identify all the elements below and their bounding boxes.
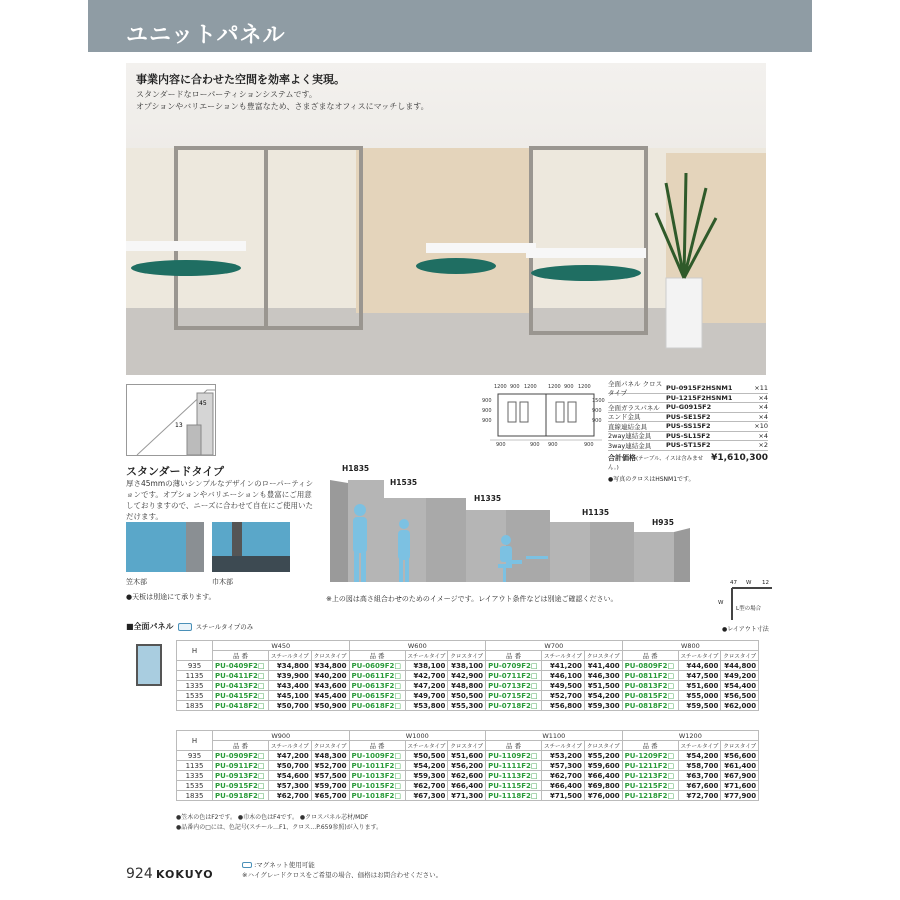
price-cloth: ¥48,300	[311, 751, 349, 761]
col-steel: スチールタイプ	[678, 741, 721, 751]
dim-side: W	[718, 600, 724, 606]
price-cloth: ¥54,400	[721, 681, 759, 691]
plan-side-5: 900	[592, 408, 602, 414]
swatch-kasagi	[126, 522, 204, 572]
magnet-note	[242, 860, 315, 869]
plan-side-6: 900	[592, 418, 602, 424]
photo-cloth-note: ●写真のクロスはHSNM1です。	[608, 475, 695, 483]
price-steel: ¥42,700	[405, 671, 448, 681]
table-row	[177, 781, 759, 791]
price-steel: ¥59,300	[405, 771, 448, 781]
price-steel: ¥54,600	[269, 771, 312, 781]
product-code: PU-0713F2□	[486, 681, 542, 691]
spec-code: PUS-SL15F2	[666, 431, 711, 440]
height-label-1135: H1135	[582, 508, 610, 517]
price-steel: ¥50,700	[269, 701, 312, 711]
col-code: 品 番	[622, 741, 678, 751]
spec-name: 全面パネル クロスタイプ	[608, 380, 663, 398]
layout-dimension	[716, 580, 776, 633]
row-height: 1135	[177, 671, 213, 681]
price-cloth: ¥46,300	[584, 671, 622, 681]
spec-qty: ×4	[758, 412, 768, 421]
price-steel: ¥50,500	[405, 751, 448, 761]
price-steel: ¥43,400	[269, 681, 312, 691]
product-code: PU-0618F2□	[349, 701, 405, 711]
product-code: PU-0615F2□	[349, 691, 405, 701]
product-code: PU-0611F2□	[349, 671, 405, 681]
spec-qty: ×10	[754, 422, 768, 431]
h-header: H	[177, 641, 213, 661]
plan-dim-5: 900	[564, 384, 574, 390]
price-steel: ¥51,600	[678, 681, 721, 691]
full-panel-image	[136, 644, 162, 686]
price-steel: ¥53,200	[542, 751, 585, 761]
spec-code: PU-1215F2HSNM1	[666, 393, 733, 402]
spec-qty: ×4	[758, 403, 768, 412]
width-header: W900	[213, 731, 350, 741]
price-cloth: ¥59,600	[584, 761, 622, 771]
standard-desc: 厚さ45mmの薄いシンプルなデザインのローパーティションです。オプションやバリエーションも豊富にご用意しておりますので、ニーズに合わせて自在にご使用いただけます。	[126, 479, 314, 521]
magnet-note-text: :マグネット使用可能	[254, 861, 315, 869]
price-steel: ¥57,300	[542, 761, 585, 771]
price-steel: ¥39,900	[269, 671, 312, 681]
price-cloth: ¥51,600	[448, 751, 486, 761]
price-steel: ¥54,200	[405, 761, 448, 771]
highgrade-note: ※ハイグレードクロスをご希望の場合、価格はお問合わせください。	[242, 871, 443, 879]
dim-b: 12	[762, 580, 769, 586]
plan-dim-1: 1200	[494, 384, 507, 390]
swatch-habaki	[212, 522, 290, 572]
price-steel: ¥47,200	[405, 681, 448, 691]
table-row	[177, 761, 759, 771]
price-steel: ¥49,700	[405, 691, 448, 701]
price-cloth: ¥71,300	[448, 791, 486, 801]
product-code: PU-1013F2□	[349, 771, 405, 781]
product-code: PU-1009F2□	[349, 751, 405, 761]
layout-plan	[482, 384, 605, 452]
col-steel: スチールタイプ	[405, 651, 448, 661]
price-steel: ¥59,500	[678, 701, 721, 711]
price-cloth: ¥56,200	[448, 761, 486, 771]
price-steel: ¥63,700	[678, 771, 721, 781]
plan-dim-2: 900	[510, 384, 520, 390]
product-code: PU-1109F2□	[486, 751, 542, 761]
product-code: PU-1111F2□	[486, 761, 542, 771]
col-cloth: クロスタイプ	[584, 651, 622, 661]
spec-row	[608, 413, 768, 423]
price-cloth: ¥38,100	[448, 661, 486, 671]
price-cloth: ¥41,400	[584, 661, 622, 671]
col-code: 品 番	[213, 651, 269, 661]
spec-qty: ×11	[754, 384, 768, 393]
layout-dimension-svg	[716, 580, 776, 622]
spec-qty: ×4	[758, 393, 768, 402]
footnote-1: ●笠木の色はF2です。 ●巾木の色はF4です。 ●クロスパネル芯材/MDF	[176, 814, 369, 821]
table-row	[177, 791, 759, 801]
table-row	[177, 661, 759, 671]
width-header: W800	[622, 641, 759, 651]
width-header: W1100	[486, 731, 623, 741]
total-label: 合計価格	[608, 453, 636, 462]
plan-bottom-4: 900	[584, 442, 594, 448]
plan-dim-6: 1200	[578, 384, 591, 390]
layout-dim-note: ●レイアウト寸法	[722, 626, 769, 633]
price-steel: ¥47,200	[269, 751, 312, 761]
profile-dim-b: 13	[175, 422, 183, 429]
col-cloth: クロスタイプ	[311, 651, 349, 661]
price-steel: ¥41,200	[542, 661, 585, 671]
row-height: 935	[177, 751, 213, 761]
price-cloth: ¥43,600	[311, 681, 349, 691]
spec-qty: ×2	[758, 441, 768, 450]
row-height: 1335	[177, 681, 213, 691]
swatch-kasagi-svg	[126, 522, 204, 572]
spec-code: PUS-SE15F2	[666, 412, 711, 421]
product-code: PU-0609F2□	[349, 661, 405, 671]
spec-code: PU-0915F2HSNM1	[666, 384, 733, 393]
height-label-1835: H1835	[342, 464, 370, 473]
section-title	[126, 621, 253, 632]
product-code: PU-0915F2□	[213, 781, 269, 791]
price-steel: ¥67,300	[405, 791, 448, 801]
price-cloth: ¥45,400	[311, 691, 349, 701]
elevation-note: ※上の図は高さ組合わせのためのイメージです。レイアウト条件などは別途ご確認ください。	[326, 595, 618, 603]
price-cloth: ¥59,300	[584, 701, 622, 711]
spec-code: PUS-SS15F2	[666, 422, 711, 431]
spec-name: 直線連結金具	[608, 422, 647, 431]
width-header: W600	[349, 641, 486, 651]
title-bar	[88, 0, 812, 52]
product-code: PU-0913F2□	[213, 771, 269, 781]
price-cloth: ¥42,900	[448, 671, 486, 681]
product-code: PU-0813F2□	[622, 681, 678, 691]
col-code: 品 番	[349, 651, 405, 661]
table-row	[177, 691, 759, 701]
height-label-1535: H1535	[390, 478, 418, 487]
table-row	[177, 681, 759, 691]
profile-drawing	[126, 384, 216, 456]
magnet-icon	[242, 862, 252, 868]
product-code: PU-0815F2□	[622, 691, 678, 701]
product-code: PU-0415F2□	[213, 691, 269, 701]
spec-name: エンド金具	[608, 413, 641, 422]
col-code: 品 番	[486, 741, 542, 751]
product-code: PU-0715F2□	[486, 691, 542, 701]
product-code: PU-0413F2□	[213, 681, 269, 691]
plan-bottom-2: 900	[530, 442, 540, 448]
row-height: 1835	[177, 701, 213, 711]
col-code: 品 番	[349, 741, 405, 751]
swatch-habaki-svg	[212, 522, 290, 572]
elevation-svg	[320, 460, 700, 590]
width-header: W1200	[622, 731, 759, 741]
dim-a: 47	[730, 580, 737, 586]
label-kasagi: 笠木部	[126, 578, 147, 586]
profile-dim-a: 45	[199, 400, 207, 407]
price-table-1	[176, 640, 759, 711]
price-cloth: ¥48,800	[448, 681, 486, 691]
price-cloth: ¥34,800	[311, 661, 349, 671]
product-code: PU-0411F2□	[213, 671, 269, 681]
plan-side-4: 1500	[592, 398, 605, 404]
table-row	[177, 701, 759, 711]
page-title: ユニットパネル	[126, 23, 286, 48]
spec-name: 全面ガラスパネル	[608, 403, 660, 412]
section-label: ■全面パネル	[126, 622, 174, 631]
price-cloth: ¥62,600	[448, 771, 486, 781]
price-cloth: ¥65,700	[311, 791, 349, 801]
col-steel: スチールタイプ	[405, 741, 448, 751]
product-code: PU-0718F2□	[486, 701, 542, 711]
spec-name: 3way連結金具	[608, 441, 652, 450]
product-code: PU-0409F2□	[213, 661, 269, 671]
table-row	[177, 671, 759, 681]
product-code: PU-1015F2□	[349, 781, 405, 791]
plan-dim-4: 1200	[548, 384, 561, 390]
product-code: PU-0613F2□	[349, 681, 405, 691]
price-steel: ¥62,700	[542, 771, 585, 781]
product-code: PU-1209F2□	[622, 751, 678, 761]
price-cloth: ¥50,500	[448, 691, 486, 701]
plan-side-1: 900	[482, 398, 492, 404]
label-habaki: 巾木部	[212, 578, 233, 586]
brand-logo: KOKUYO	[156, 868, 214, 881]
price-cloth: ¥59,700	[311, 781, 349, 791]
product-code: PU-1115F2□	[486, 781, 542, 791]
price-steel: ¥72,700	[678, 791, 721, 801]
price-cloth: ¥76,000	[584, 791, 622, 801]
row-height: 1535	[177, 781, 213, 791]
table1-body	[177, 661, 759, 711]
plan-side-3: 900	[482, 418, 492, 424]
price-cloth: ¥61,400	[721, 761, 759, 771]
price-steel: ¥58,700	[678, 761, 721, 771]
col-steel: スチールタイプ	[269, 651, 312, 661]
product-code: PU-0909F2□	[213, 751, 269, 761]
price-steel: ¥47,500	[678, 671, 721, 681]
price-cloth: ¥55,300	[448, 701, 486, 711]
product-code: PU-0918F2□	[213, 791, 269, 801]
product-code: PU-1213F2□	[622, 771, 678, 781]
price-cloth: ¥44,800	[721, 661, 759, 671]
price-cloth: ¥66,400	[584, 771, 622, 781]
product-code: PU-0809F2□	[622, 661, 678, 671]
page-number: 924	[126, 866, 153, 882]
dim-l-label: L型の場合	[736, 606, 762, 612]
product-code: PU-1113F2□	[486, 771, 542, 781]
col-cloth: クロスタイプ	[721, 651, 759, 661]
height-label-1335: H1335	[474, 494, 502, 503]
price-cloth: ¥55,200	[584, 751, 622, 761]
row-height: 1535	[177, 691, 213, 701]
price-cloth: ¥77,900	[721, 791, 759, 801]
col-code: 品 番	[622, 651, 678, 661]
spec-row	[608, 441, 768, 451]
price-cloth: ¥52,700	[311, 761, 349, 771]
h-header: H	[177, 731, 213, 751]
spec-row	[608, 403, 768, 413]
table-row	[177, 771, 759, 781]
product-code: PU-1218F2□	[622, 791, 678, 801]
product-code: PU-0818F2□	[622, 701, 678, 711]
table-row	[177, 751, 759, 761]
product-code: PU-0418F2□	[213, 701, 269, 711]
price-table-2	[176, 730, 759, 801]
row-height: 1335	[177, 771, 213, 781]
col-cloth: クロスタイプ	[584, 741, 622, 751]
total-value: ¥1,610,300	[711, 452, 768, 463]
price-steel: ¥54,200	[678, 751, 721, 761]
table2-body	[177, 751, 759, 801]
col-cloth: クロスタイプ	[448, 651, 486, 661]
office-photo	[126, 63, 766, 375]
price-cloth: ¥67,900	[721, 771, 759, 781]
spec-name: 2way連結金具	[608, 432, 652, 441]
product-code: PU-1011F2□	[349, 761, 405, 771]
footnote-2: ●品番内の□には、色記号(スチール…F1、クロス…P.659参照)が入ります。	[176, 824, 383, 831]
price-steel: ¥49,500	[542, 681, 585, 691]
col-cloth: クロスタイプ	[721, 741, 759, 751]
price-cloth: ¥51,500	[584, 681, 622, 691]
price-cloth: ¥50,900	[311, 701, 349, 711]
col-steel: スチールタイプ	[269, 741, 312, 751]
price-steel: ¥56,800	[542, 701, 585, 711]
steel-badge-icon	[178, 623, 192, 631]
col-cloth: クロスタイプ	[311, 741, 349, 751]
row-height: 935	[177, 661, 213, 671]
width-header: W450	[213, 641, 350, 651]
width-header: W700	[486, 641, 623, 651]
photo-lead: 事業内容に合わせた空間を効率よく実現。	[136, 73, 345, 86]
price-cloth: ¥66,400	[448, 781, 486, 791]
spec-qty: ×4	[758, 431, 768, 440]
photo-sub2: オプションやバリエーションも豊富なため、さまざまなオフィスにマッチします。	[136, 102, 429, 111]
price-steel: ¥50,700	[269, 761, 312, 771]
product-code: PU-1118F2□	[486, 791, 542, 801]
price-steel: ¥38,100	[405, 661, 448, 671]
price-cloth: ¥56,600	[721, 751, 759, 761]
col-steel: スチールタイプ	[542, 651, 585, 661]
col-code: 品 番	[213, 741, 269, 751]
price-cloth: ¥56,500	[721, 691, 759, 701]
col-steel: スチールタイプ	[678, 651, 721, 661]
price-steel: ¥45,100	[269, 691, 312, 701]
col-cloth: クロスタイプ	[448, 741, 486, 751]
product-code: PU-0911F2□	[213, 761, 269, 771]
tabletop-note: ●天板は別途にて承ります。	[126, 593, 216, 601]
photo-sub1: スタンダードなローパーティションシステムです。	[136, 90, 317, 99]
price-steel: ¥71,500	[542, 791, 585, 801]
plan-side-2: 900	[482, 408, 492, 414]
price-cloth: ¥49,200	[721, 671, 759, 681]
price-steel: ¥62,700	[269, 791, 312, 801]
col-steel: スチールタイプ	[542, 741, 585, 751]
price-steel: ¥62,700	[405, 781, 448, 791]
row-height: 1135	[177, 761, 213, 771]
price-steel: ¥34,800	[269, 661, 312, 671]
product-code: PU-1215F2□	[622, 781, 678, 791]
profile-svg	[127, 385, 215, 455]
col-code: 品 番	[486, 651, 542, 661]
dim-w: W	[746, 580, 752, 586]
price-steel: ¥46,100	[542, 671, 585, 681]
spec-code: PU-G0915F2	[666, 403, 712, 412]
price-steel: ¥53,800	[405, 701, 448, 711]
spec-code: PUS-ST15F2	[666, 441, 711, 450]
price-cloth: ¥54,200	[584, 691, 622, 701]
price-cloth: ¥57,500	[311, 771, 349, 781]
spec-row	[608, 432, 768, 442]
product-code: PU-1018F2□	[349, 791, 405, 801]
total-note: (テーブル、イスは含みません。)	[608, 455, 704, 471]
price-steel: ¥55,000	[678, 691, 721, 701]
elevation-diagram	[320, 460, 700, 590]
price-cloth: ¥40,200	[311, 671, 349, 681]
price-steel: ¥66,400	[542, 781, 585, 791]
price-steel: ¥67,600	[678, 781, 721, 791]
price-cloth: ¥62,000	[721, 701, 759, 711]
plan-bottom-3: 900	[548, 442, 558, 448]
price-cloth: ¥71,600	[721, 781, 759, 791]
product-code: PU-0811F2□	[622, 671, 678, 681]
width-header: W1000	[349, 731, 486, 741]
height-label-935: H935	[652, 518, 674, 527]
product-code: PU-1211F2□	[622, 761, 678, 771]
standard-title: スタンダードタイプ	[126, 465, 225, 478]
price-steel: ¥44,600	[678, 661, 721, 671]
price-steel: ¥57,300	[269, 781, 312, 791]
row-height: 1835	[177, 791, 213, 801]
price-steel: ¥52,700	[542, 691, 585, 701]
product-code: PU-0711F2□	[486, 671, 542, 681]
price-cloth: ¥69,800	[584, 781, 622, 791]
spec-row	[608, 422, 768, 432]
section-sub: スチールタイプのみ	[195, 623, 254, 631]
product-code: PU-0709F2□	[486, 661, 542, 671]
plan-dim-3: 1200	[524, 384, 537, 390]
plan-bottom-1: 900	[496, 442, 506, 448]
